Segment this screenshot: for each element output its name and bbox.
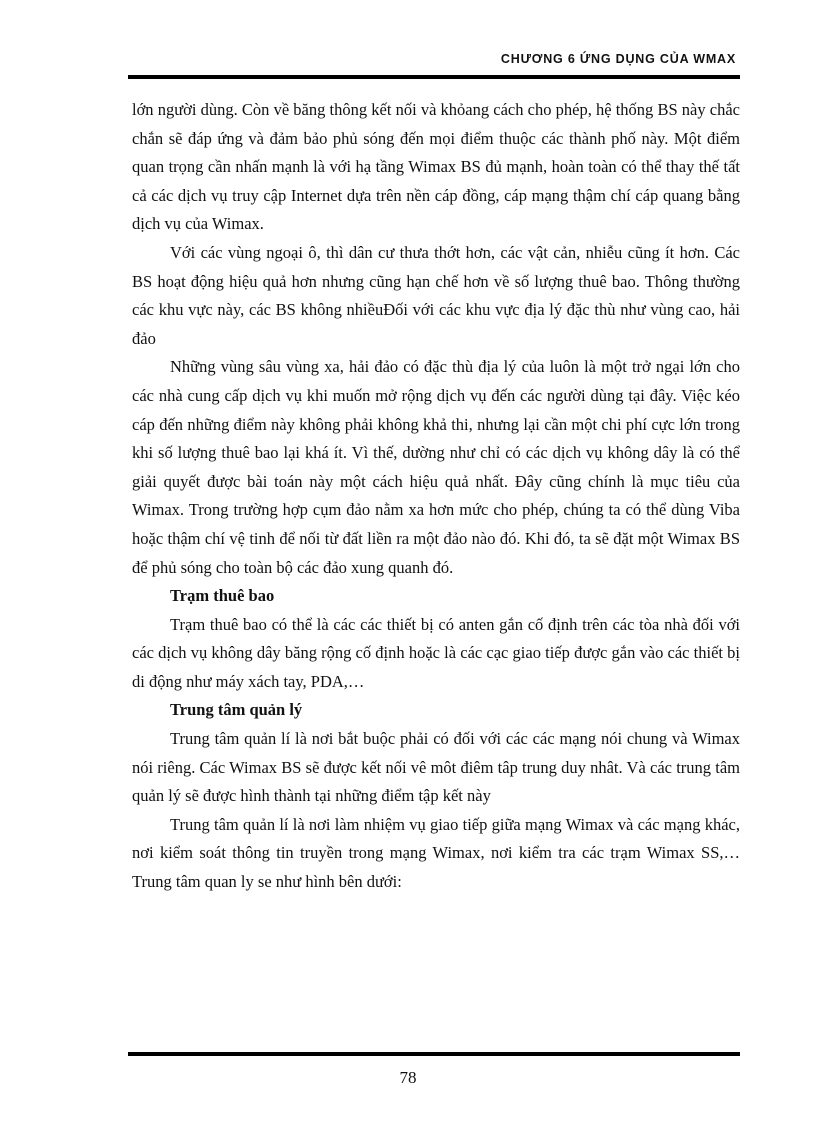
page-number: 78 (399, 1068, 417, 1087)
paragraph-5: Trung tâm quản lí là nơi bắt buộc phải có đối với các các mạng nói chung và Wimax nói riêng. Các Wimax BS sẽ được kết nối vê môt điêm tâp trung duy nhât. Và các trung tâm quản lý sẽ được hình thành tại những điểm tập kết này (132, 729, 740, 806)
paragraph-6: Trung tâm quản lí là nơi làm nhiệm vụ giao tiếp giữa mạng Wimax và các mạng khác, nơi kiểm soát thông tin truyền trong mạng Wimax, nơi kiểm tra các trạm Wimax SS,… Trung tâm quan ly se như hình bên dưới: (132, 814, 740, 892)
header-rule (128, 75, 740, 79)
section-heading-subscriber-station: Trạm thuê bao (170, 586, 275, 606)
section-heading-management-center: Trung tâm quản lý (170, 700, 303, 720)
page-content (132, 96, 740, 897)
paragraph-3: Những vùng sâu vùng xa, hải đảo có đặc thù địa lý của luôn là một trở ngại lớn cho các nhà cung cấp dịch vụ khi muốn mở rộng dịch vụ đến các người dùng tại đây. Việc kéo cáp đến những điểm này không phải không khả thi, nhưng lại cần một chi phí cực lớn trong khi số lượng thuê bao lại khá ít. Vì thế, dường như chỉ có các dịch vụ không dây là có thể giải quyết được bài toán này một cách hiệu quả nhất. Đây cũng chính là mục tiêu của Wimax. Trong trường hợp cụm đảo nằm xa hơn mức cho phép, chúng ta có thể dùng Viba hoặc thậm chí vệ tinh để nối từ đất liền ra một đảo nào đó. Khi đó, ta sẽ đặt một Wimax BS để phủ sóng cho toàn bộ các đảo xung quanh đó. (132, 357, 740, 577)
paragraph-2: Với các vùng ngoại ô, thì dân cư thưa thớt hơn, các vật cản, nhiễu cũng ít hơn. Các BS hoạt động hiệu quả hơn nhưng cũng hạn chế hơn về số lượng thuê bao. Thông thường các khu vực này, các BS không nhiềuĐối với các khu vực địa lý đặc thù như vùng cao, hải đảo (132, 242, 740, 348)
chapter-title: CHƯƠNG 6 ỨNG DỤNG CỦA WMAX (500, 52, 736, 66)
footer-rule (128, 1052, 740, 1056)
paragraph-1: lớn người dùng. Còn về băng thông kết nối và khỏang cách cho phép, hệ thống BS này chắc chắn sẽ đáp ứng và đảm bảo phủ sóng đến mọi điểm thuộc các thành phố này. Một điểm quan trọng cần nhấn mạnh là với hạ tầng Wimax BS đủ mạnh, hoàn toàn có thể thay thế tất cả các dịch vụ truy cập Internet dựa trên nền cáp đồng, cáp mạng thậm chí cáp quang bằng dịch vụ của Wimax. (132, 100, 740, 234)
paragraph-4: Trạm thuê bao có thể là các các thiết bị có anten gắn cố định trên các tòa nhà đối với các dịch vụ không dây băng rộng cố định hoặc là các cạc giao tiếp được gắn vào các thiết bị di động như máy xách tay, PDA,… (132, 614, 740, 691)
